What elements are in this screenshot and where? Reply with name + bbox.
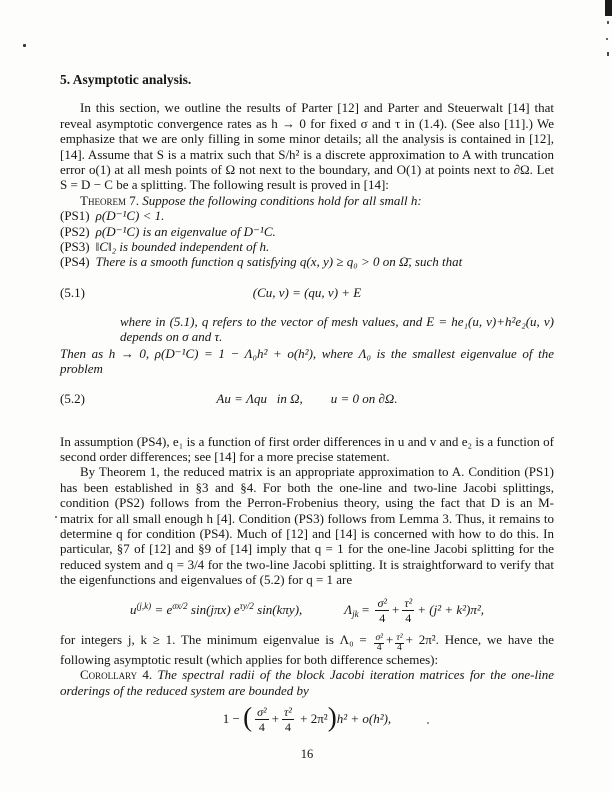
min-eig-frac-sigma	[374, 634, 384, 652]
equation-5-2	[60, 390, 554, 408]
condition-ps3	[60, 239, 554, 254]
min-eig-frac1-num: σ²	[375, 633, 384, 644]
bound-tail-inside: + 2π²	[296, 711, 328, 727]
eigen-mid1: = e	[151, 601, 173, 617]
eigen-u-base: u	[129, 601, 137, 617]
eigen-u-superscript: (j,k)	[136, 600, 152, 611]
paragraph-intro: In this section, we outline the results of Parter [12] and Parter and Steuerwalt [14] that reveal asymptotic convergence rates as h → 0 for fixed σ and τ in (1.4). (See also [11].) We emphasize that we are only filling in some minor details; all the analysis is contained in [12], [14]. Assume that S is a matrix such that S/h² is a discrete approximation to A with truncation error o(1) at all mesh points of Ω not next to the boundary, and O(1) at points next to ∂Ω. Let S = D − C be a splitting. The following result is proved in [14]:	[60, 100, 554, 193]
eigen-mid2: sin(jπx) e	[187, 601, 240, 617]
bound-fraction-tau	[282, 706, 294, 733]
scan-artifact-speck	[606, 38, 608, 40]
paragraph-assumption-ps4: In assumption (PS4), e₁ is a function of first order differences in u and v and e₂ is a function of second order differences; see [14] for a more precise statement.	[60, 433, 554, 464]
min-eig-post: + 2π². Hence, we have the following asymptotic result (which applies for both difference schemes):	[60, 631, 554, 668]
bound-plus1: +	[271, 711, 279, 727]
corollary-label: Corollary 4.	[80, 667, 153, 683]
equation-5-1-body: (Cu, v) = (qu, v) + E	[252, 284, 362, 300]
bound-frac1-den: 4	[258, 720, 265, 735]
eigen-tail: + (j² + k²)π²,	[417, 601, 485, 617]
scan-artifact-dot	[23, 44, 26, 47]
eigen-frac2-den: 4	[405, 610, 412, 625]
section-heading: 5. Asymptotic analysis.	[60, 72, 192, 87]
condition-ps4-label: (PS4)	[60, 254, 90, 270]
corollary-text: The spectral radii of the block Jacobi iteration matrices for the one-line orderings of the reduced system are bounded by	[60, 667, 554, 698]
paragraph-by-theorem-1: By Theorem 1, the reduced matrix is an appropriate approximation to A. Condition (PS1) has been established in §3 and §4. For both the one-line and two-line Jacobi splittings, condition (PS2) follows from the Perron-Frobenius theory, using the fact that D is an M-matrix for all small enough h [4]. Condition (PS3) follows from Lemma 3. Thus, it remains to determine q for condition (PS4). Much of [12] and [14] is concerned with how to do this. In particular, §7 of [12] and §9 of [14] imply that q = 1 for the one-line Jacobi splitting for the reduced system and q = 3/4 for the two-line Jacobi splitting. It is straightforward to verify that the eigenfunctions and eigenvalues of (5.2) for q = 1 are	[60, 464, 554, 588]
paragraph-min-eigenvalue	[60, 632, 554, 668]
min-eig-frac2-num: τ²	[396, 633, 403, 644]
where-clause-text: where in (5.1), q refers to the vector of mesh values, and E = he₁(u, v)+h²e₂(u, v) depends on σ and τ.	[120, 313, 554, 345]
equation-eigenfunctions	[60, 597, 554, 624]
bound-tail: h² + o(h²),	[336, 711, 392, 727]
condition-ps1-text: ρ(D⁻¹C) < 1.	[95, 208, 165, 224]
eigen-mid3: sin(kπy),	[253, 601, 303, 617]
min-eig-frac-tau	[395, 634, 403, 652]
eigen-plus1: +	[392, 601, 400, 617]
scan-artifact-corner	[605, 0, 612, 16]
min-eig-frac2-den: 4	[397, 642, 402, 653]
theorem-7	[60, 193, 554, 208]
equation-5-2-label: (5.2)	[60, 390, 85, 406]
condition-ps2-text: ρ(D⁻¹C) is an eigenvalue of D⁻¹C.	[95, 223, 276, 239]
condition-ps2-label: (PS2)	[60, 223, 90, 239]
min-eig-plus: +	[386, 631, 394, 647]
eigen-fraction-sigma	[375, 597, 389, 624]
bound-lead: 1 −	[222, 711, 244, 727]
eigen-frac2-num: τ²	[404, 595, 413, 610]
equation-5-1-label: (5.1)	[60, 284, 85, 300]
theorem-conditions	[60, 208, 554, 270]
eigen-frac1-num: σ²	[377, 595, 387, 610]
equation-spectral-bound-body	[222, 702, 392, 735]
bound-fraction-sigma	[255, 706, 269, 733]
bound-left-paren: (	[243, 702, 253, 733]
corollary-4	[60, 667, 554, 698]
eigen-exp2: τy/2	[239, 600, 254, 611]
condition-ps1	[60, 208, 554, 223]
scan-artifact-speck	[607, 52, 609, 56]
eigen-fraction-tau	[402, 597, 414, 624]
bound-frac1-num: σ²	[257, 705, 267, 720]
eigen-frac1-den: 4	[379, 610, 386, 625]
scan-artifact-dot	[55, 516, 57, 518]
equation-5-2-body	[216, 390, 397, 408]
min-eig-frac1-den: 4	[376, 642, 382, 653]
min-eig-pre: for integers j, k ≥ 1. The minimum eigenvalue is Λ₀ =	[60, 631, 373, 647]
theorem-intro: Suppose the following conditions hold for all small h:	[142, 192, 422, 208]
eigen-lambda-subscript: jk	[352, 608, 359, 619]
where-clause	[60, 314, 554, 345]
bound-frac2-den: 4	[284, 720, 291, 735]
condition-ps1-label: (PS1)	[60, 208, 90, 224]
equation-5-2-right: u = 0 on ∂Ω.	[330, 390, 398, 406]
eigen-lambda: Λ	[344, 601, 353, 617]
condition-ps3-text: ‖C‖₂ is bounded independent of h.	[95, 239, 270, 255]
equation-5-1	[60, 284, 554, 302]
equation-spectral-bound	[60, 702, 554, 735]
theorem-label: Theorem 7.	[80, 192, 139, 208]
bound-right-paren: )	[327, 702, 337, 733]
condition-ps3-label: (PS3)	[60, 239, 90, 255]
then-clause: Then as h → 0, ρ(D⁻¹C) = 1 − Λ₀h² + o(h²), where Λ₀ is the smallest eigenvalue of the problem	[60, 345, 554, 377]
condition-ps4	[60, 254, 554, 269]
scan-artifact-speck	[607, 21, 609, 24]
eigen-exp1: σx/2	[172, 600, 188, 611]
equation-5-2-left: Au = Λqu in Ω,	[216, 390, 303, 406]
condition-ps2	[60, 224, 554, 239]
equation-eigenfunctions-body	[130, 597, 484, 624]
page-number: 16	[300, 747, 314, 762]
bound-frac2-num: τ²	[284, 705, 292, 720]
page-content	[60, 72, 554, 763]
condition-ps4-text: There is a smooth function q satisfying q(x, y) ≥ q₀ > 0 on Ω̄, such that	[95, 254, 463, 270]
eigen-equals: =	[358, 601, 373, 617]
